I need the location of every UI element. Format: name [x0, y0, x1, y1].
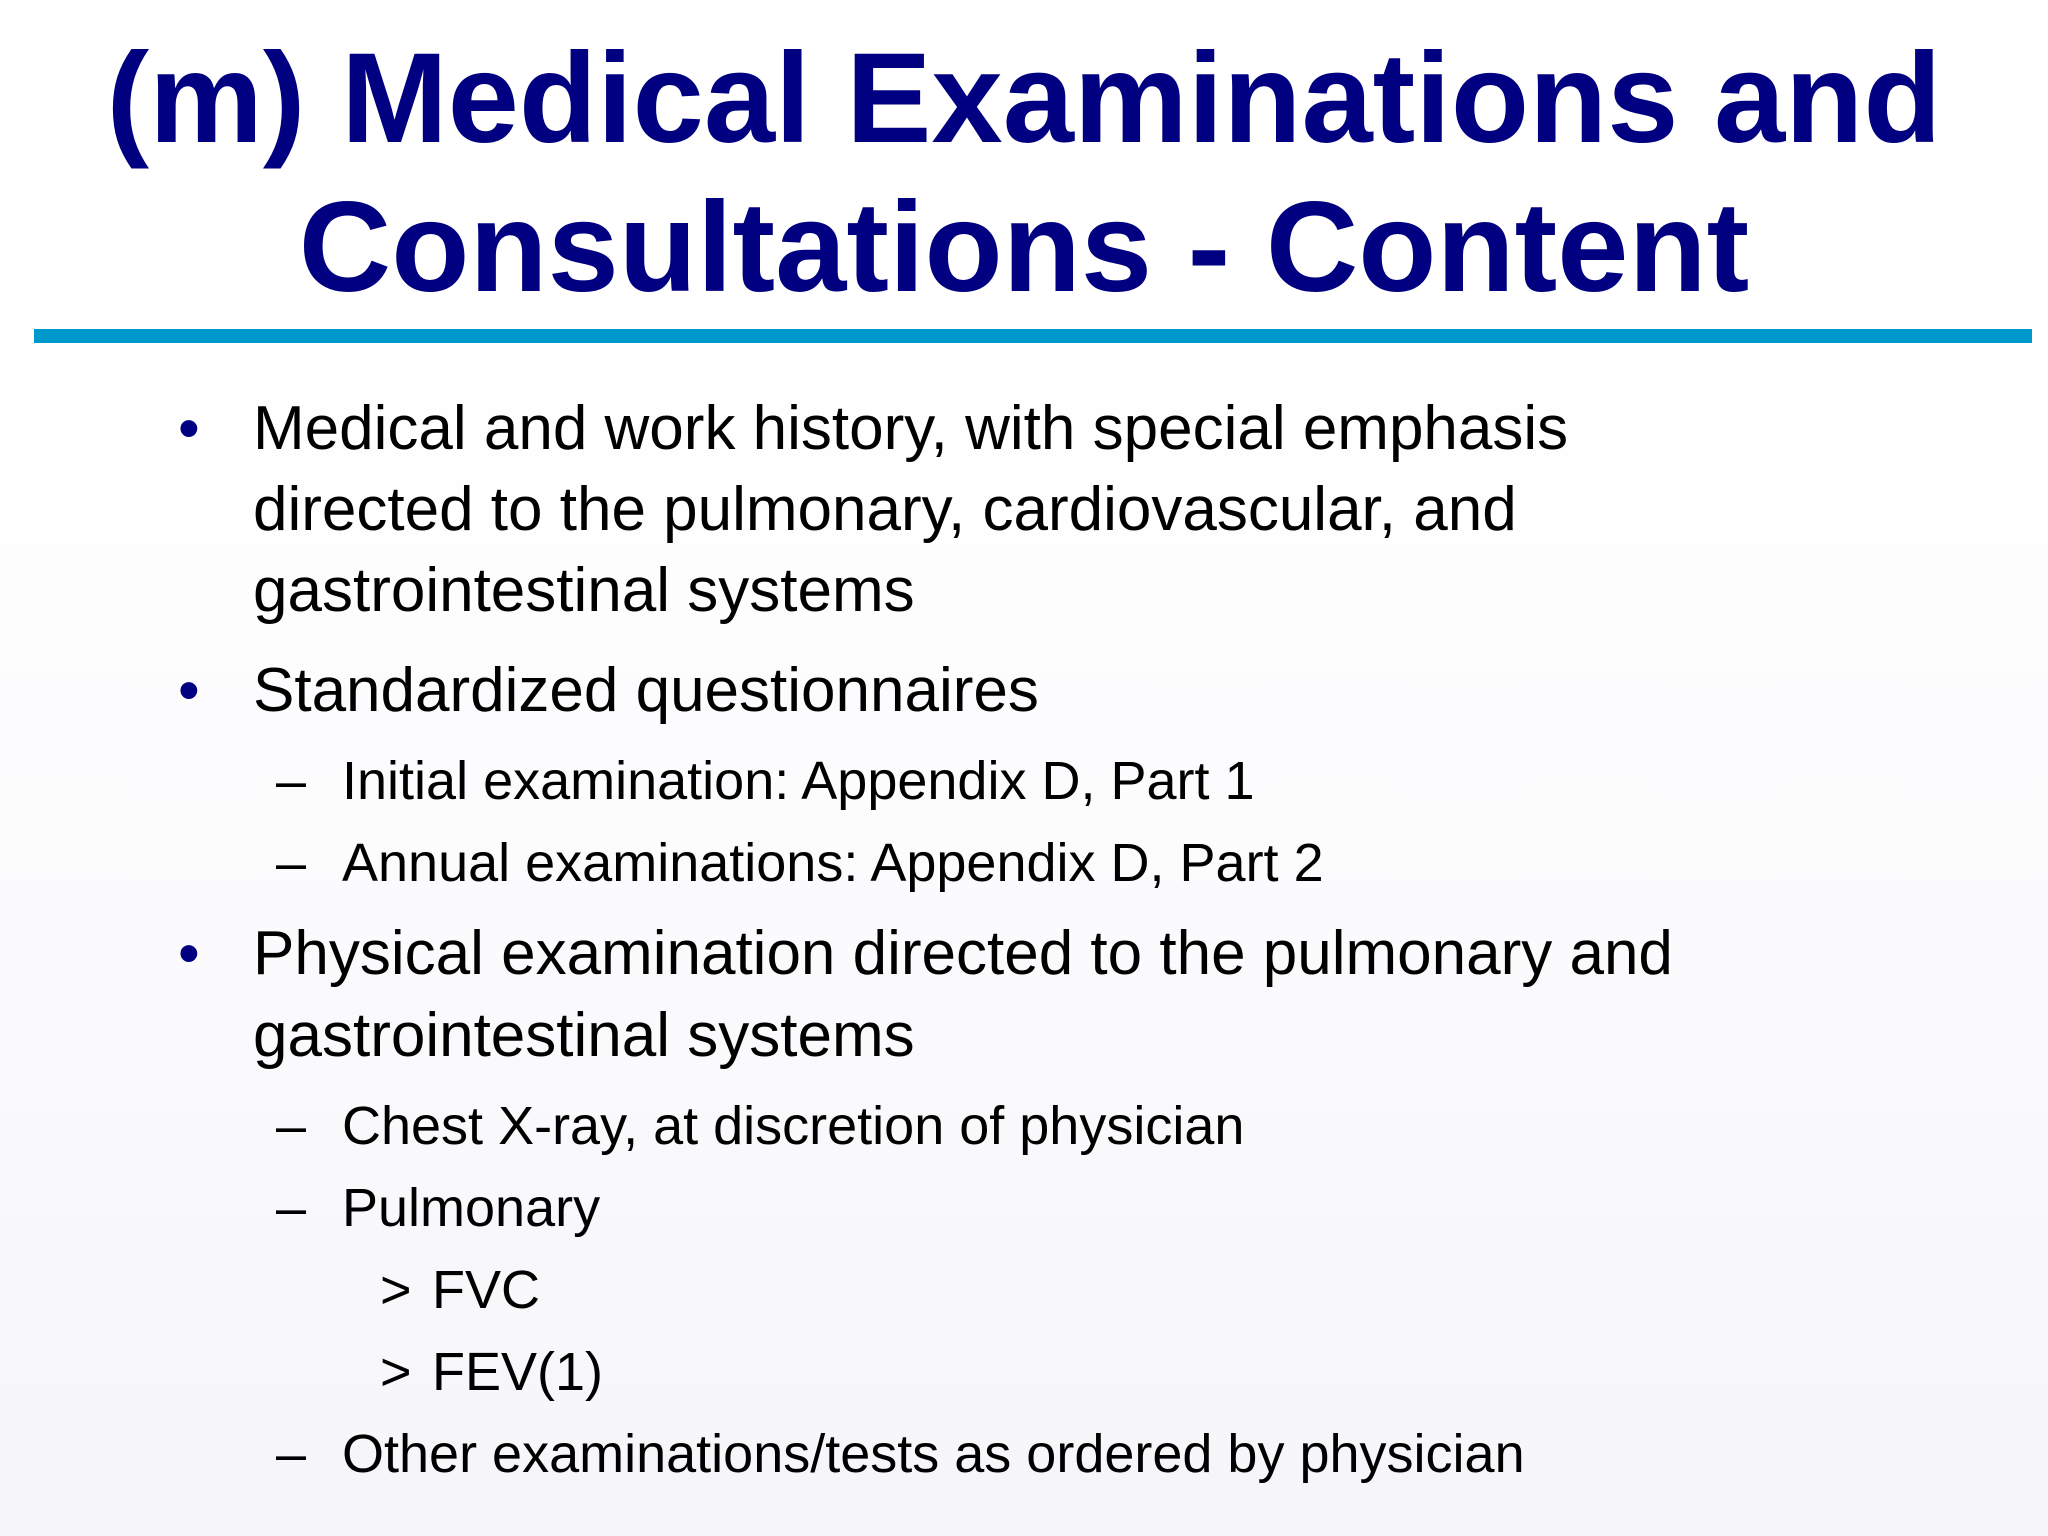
bullet-marker: •	[178, 656, 200, 725]
bullet-text: directed to the pulmonary, cardiovascular, and	[253, 475, 1517, 544]
sub-item-text: Initial examination: Appendix D, Part 1	[342, 751, 1255, 811]
arrow-marker: >	[380, 1342, 412, 1402]
arrow-marker: >	[380, 1260, 412, 1320]
bullet-text: Standardized questionnaires	[253, 656, 1039, 725]
bullet-text: Physical examination directed to the pulmonary and	[253, 919, 1673, 988]
bullet-text: gastrointestinal systems	[253, 556, 915, 625]
dash-marker: –	[276, 1096, 307, 1156]
sub-item-text: Other examinations/tests as ordered by physician	[342, 1424, 1525, 1484]
dash-marker: –	[276, 1424, 307, 1484]
bullet-text: Medical and work history, with special emphasis	[253, 394, 1569, 463]
sub-item-text: Annual examinations: Appendix D, Part 2	[342, 833, 1324, 893]
sub-item-text: Chest X-ray, at discretion of physician	[342, 1096, 1245, 1156]
slide-title	[0, 24, 2048, 322]
sub-sub-item-text: FVC	[432, 1260, 540, 1320]
bullet-text: gastrointestinal systems	[253, 1001, 915, 1070]
slide-title-line-2: Consultations - Content	[298, 176, 1750, 319]
sub-sub-item-text: FEV(1)	[432, 1342, 604, 1402]
sub-item-text: Pulmonary	[342, 1178, 601, 1238]
dash-marker: –	[276, 751, 307, 811]
slide-title-line-1: (m) Medical Examinations and	[106, 27, 1942, 170]
dash-marker: –	[276, 833, 307, 893]
bullet-marker: •	[178, 394, 200, 463]
title-divider	[34, 329, 2032, 343]
bullet-marker: •	[178, 919, 200, 988]
dash-marker: –	[276, 1178, 307, 1238]
